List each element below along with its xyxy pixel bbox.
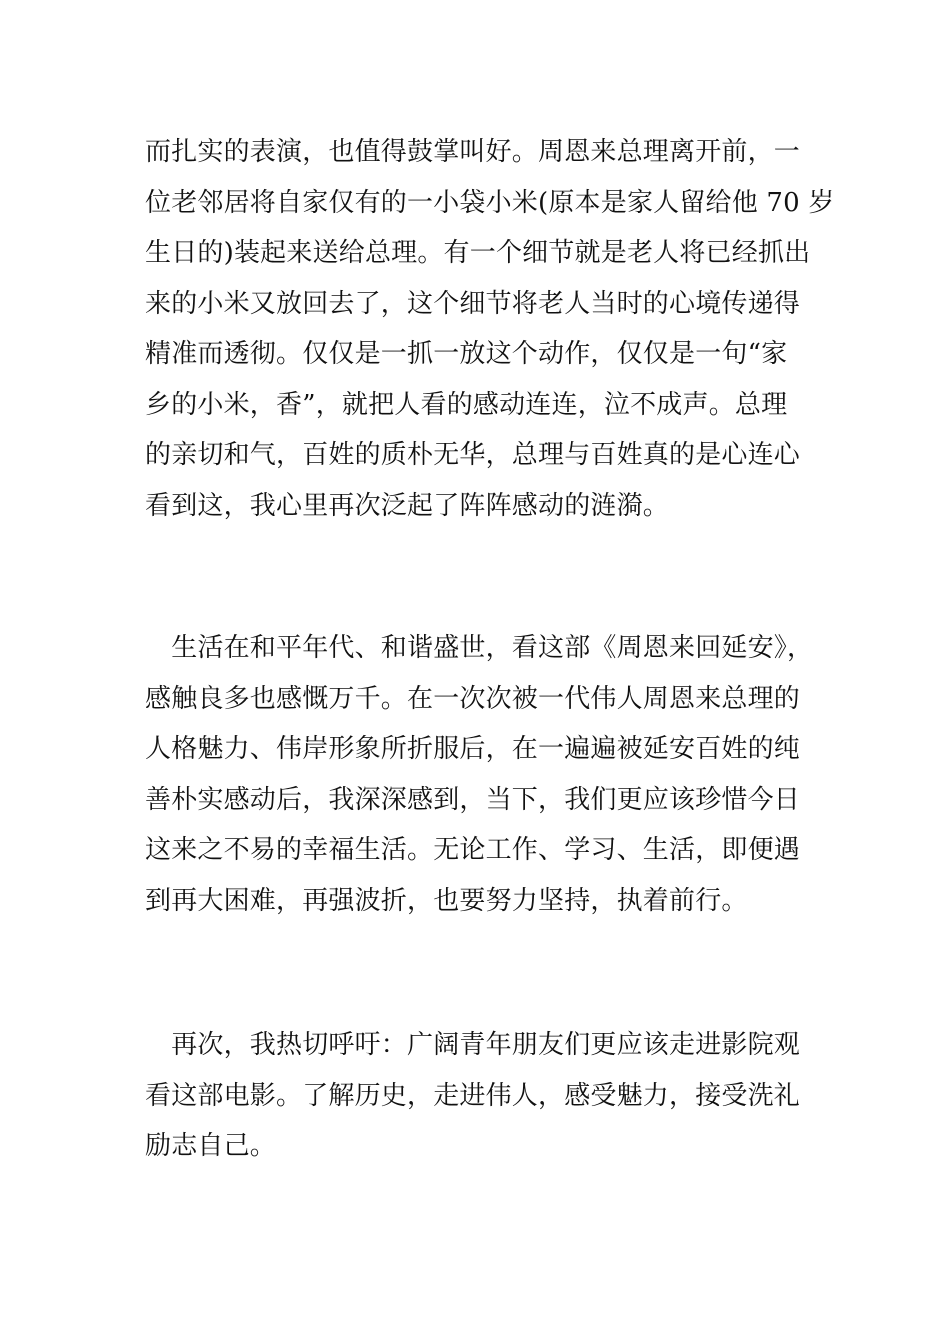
text-line: 精准而透彻。仅仅是一抓一放这个动作，仅仅是一句“家	[145, 339, 788, 369]
text-line: 善朴实感动后，我深深感到，当下，我们更应该珍惜今日	[145, 784, 801, 815]
paragraph-2	[145, 623, 815, 926]
text-line: 看这部电影。了解历史，走进伟人，感受魅力，接受洗礼	[145, 1080, 801, 1111]
text-line: 人格魅力、伟岸形象所折服后，在一遍遍被延安百姓的纯	[145, 734, 801, 764]
paragraph-3	[145, 1020, 815, 1172]
text-line: 乡的小米，香”，就把人看的感动连连，泣不成声。总理	[145, 389, 788, 420]
text-line: 到再大困难，再强波折，也要努力坚持，执着前行。	[145, 885, 748, 916]
paragraph-1	[145, 127, 835, 531]
text-line: 位老邻居将自家仅有的一小袋小米(原本是家人留给他 70 岁	[145, 187, 835, 218]
text-line: 这来之不易的幸福生活。无论工作、学习、生活，即便遇	[145, 835, 801, 865]
text-line: 再次，我热切呼吁：广阔青年朋友们更应该走进影院观	[145, 1030, 801, 1060]
text-line: 看到这，我心里再次泛起了阵阵感动的涟漪。	[145, 490, 670, 521]
text-line: 生日的)装起来送给总理。有一个细节就是老人将已经抓出	[145, 238, 811, 268]
text-line: 来的小米又放回去了，这个细节将老人当时的心境传递得	[145, 288, 801, 319]
text-line: 的亲切和气，百姓的质朴无华，总理与百姓真的是心连心	[145, 440, 801, 470]
text-line: 感触良多也感慨万千。在一次次被一代伟人周恩来总理的	[145, 683, 801, 714]
text-line: 而扎实的表演，也值得鼓掌叫好。周恩来总理离开前，一	[145, 137, 801, 167]
text-line: 励志自己。	[145, 1131, 277, 1161]
text-line: 生活在和平年代、和谐盛世，看这部《周恩来回延安》，	[145, 633, 814, 663]
